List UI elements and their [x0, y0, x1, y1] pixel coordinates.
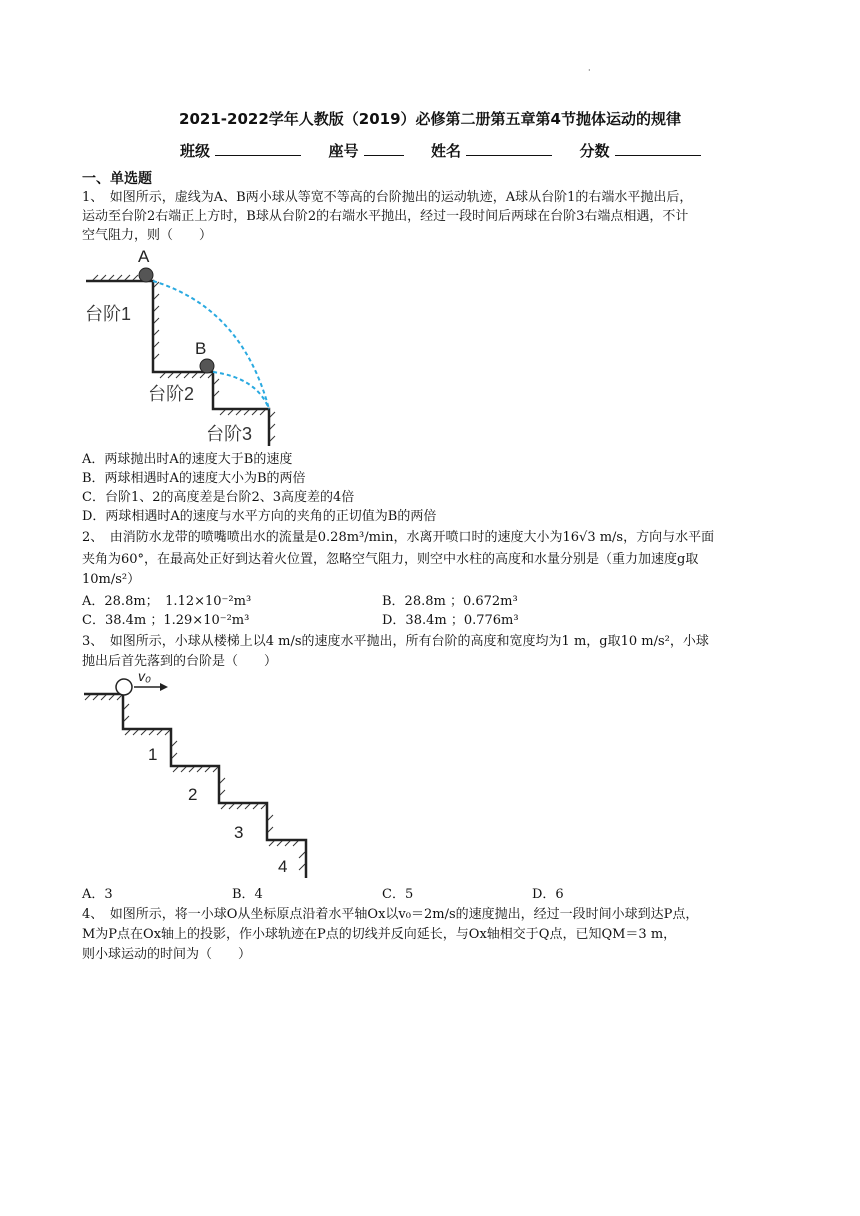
q1-option-a: A．两球抛出时A的速度大于B的速度 — [82, 452, 293, 467]
step-4-label: 4 — [278, 857, 288, 876]
section-title: 一、单选题 — [82, 171, 152, 187]
ball-a — [139, 268, 153, 282]
step2-label: 台阶2 — [148, 384, 195, 404]
ball — [116, 679, 132, 695]
class-label: 班级 — [180, 142, 211, 160]
q1-line1: 1、 如图所示，虚线为A、B两小球从等宽不等高的台阶抛出的运动轨迹，A球从台阶1的右端水平抛出后， — [82, 190, 693, 205]
q4-line3: 则小球运动的时间为（ ） — [82, 947, 252, 962]
q3-option-c: C．5 — [382, 887, 414, 902]
q2-option-c: C．38.4m ；1.29×10⁻²m³ — [82, 613, 250, 628]
step-3-label: 3 — [234, 823, 244, 842]
q1-option-b: B．两球相遇时A的速度大小为B的两倍 — [82, 471, 306, 486]
name-label: 姓名 — [430, 142, 461, 160]
q1-stairs-figure — [82, 248, 292, 448]
header-dot: · — [588, 66, 591, 75]
q3-option-a: A．3 — [82, 887, 113, 902]
q4-line1: 4、 如图所示，将一小球O从坐标原点沿着水平轴Ox以v₀＝2m/s的速度抛出，经过一段时间小球到达P点， — [82, 907, 699, 922]
student-info-fields — [180, 140, 723, 161]
trajectory-b — [213, 372, 269, 409]
score-blank[interactable] — [615, 141, 701, 156]
ball-a-label: A — [138, 248, 150, 266]
q3-option-d: D．6 — [532, 887, 564, 902]
q3-line2: 抛出后首先落到的台阶是（ ） — [82, 654, 278, 669]
step3-label: 台阶3 — [206, 424, 253, 444]
q1-line2: 运动至台阶2右端正上方时，B球从台阶2的右端水平抛出，经过一段时间后两球在台阶3右端点相遇，不计 — [82, 209, 689, 224]
q2-line3: 10m/s²） — [82, 572, 141, 587]
score-label: 分数 — [579, 142, 610, 160]
ball-b — [200, 359, 214, 373]
page-title: 2021-2022学年人教版（2019）必修第二册第五章第4节抛体运动的规律 — [179, 110, 681, 128]
q1-option-d: D．两球相遇时A的速度与水平方向的夹角的正切值为B的两倍 — [82, 509, 437, 524]
ball-b-label: B — [195, 339, 207, 358]
q1-option-c: C．台阶1、2的高度差是台阶2、3高度差的4倍 — [82, 490, 355, 505]
seat-label: 座号 — [328, 142, 359, 160]
q2-option-a: A．28.8m； 1.12×10⁻²m³ — [82, 594, 252, 609]
q2-line1: 2、 由消防水龙带的喷嘴喷出水的流量是0.28m³/min，水离开喷口时的速度大小为16√3 m/s，方向与水平面 — [82, 530, 715, 545]
name-blank[interactable] — [466, 141, 552, 156]
q4-line2: M为P点在Ox轴上的投影，作小球轨迹在P点的切线并反向延长，与Ox轴相交于Q点，已知QM＝3 m， — [82, 927, 677, 942]
q2-option-d: D．38.4m ；0.776m³ — [382, 613, 519, 628]
class-blank[interactable] — [215, 141, 301, 156]
step-1-label: 1 — [148, 745, 158, 764]
step1-label: 台阶1 — [85, 304, 132, 324]
velocity-arrowhead — [160, 683, 168, 691]
q1-line3: 空气阻力，则（ ） — [82, 228, 213, 243]
q3-staircase-figure — [82, 672, 322, 882]
seat-blank[interactable] — [364, 141, 404, 156]
q3-option-b: B．4 — [232, 887, 263, 902]
q3-line1: 3、 如图所示，小球从楼梯上以4 m/s的速度水平抛出，所有台阶的高度和宽度均为1 m，g取10 m/s²，小球 — [82, 634, 709, 649]
v0-label: v₀ — [138, 672, 151, 684]
q2-option-b: B．28.8m ；0.672m³ — [382, 594, 518, 609]
q2-line2: 夹角为60°，在最高处正好到达着火位置，忽略空气阻力，则空中水柱的高度和水量分别是（重力加速度g取 — [82, 552, 699, 567]
step-2-label: 2 — [188, 785, 198, 804]
